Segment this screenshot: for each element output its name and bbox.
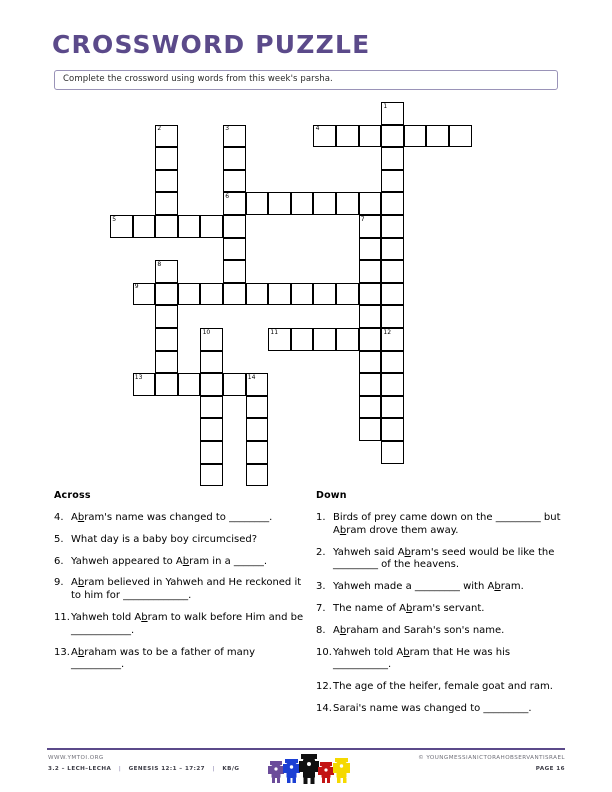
footer-code: KB/G: [222, 766, 240, 772]
crossword-cell-6-12[interactable]: [246, 373, 269, 396]
crossword-cell-1-12[interactable]: [133, 373, 156, 396]
down-clue-number: 1.: [316, 512, 326, 523]
crossword-cell-12-0[interactable]: [381, 102, 404, 125]
down-clue-text: Yahweh made a _________ with Abram.: [333, 581, 524, 593]
crossword-cell-2-1[interactable]: [155, 125, 178, 148]
down-clue-item: [316, 647, 568, 673]
crossword-cell-number-8: 8: [157, 260, 162, 268]
crossword-cell-number-5: 5: [112, 215, 117, 223]
crossword-cell-2-12[interactable]: [155, 373, 178, 396]
across-clue-item: [54, 612, 304, 638]
down-clue-text: Yahweh told Abram that He was his ___________.: [333, 646, 511, 671]
crossword-cell-11-7[interactable]: [359, 260, 382, 283]
crossword-cell-2-9[interactable]: [155, 305, 178, 328]
footer-reference: GENESIS 12:1 – 17:27: [128, 766, 206, 772]
crossword-cell-11-4[interactable]: [359, 192, 382, 215]
across-clue-number: 5.: [54, 533, 64, 545]
footer-copyright: © YOUNGMESSIANICTORAHOBSERVANTISRAEL: [418, 755, 565, 761]
crossword-cell-1-5[interactable]: [133, 215, 156, 238]
crossword-cell-11-10[interactable]: [359, 328, 382, 351]
crossword-cell-12-14[interactable]: [381, 418, 404, 441]
crossword-cell-number-11: 11: [270, 328, 279, 336]
crossword-cell-12-11[interactable]: [381, 351, 404, 374]
crossword-cell-4-13[interactable]: [200, 396, 223, 419]
down-clue-number: 10.: [316, 646, 332, 658]
crossword-cell-5-5[interactable]: [223, 215, 246, 238]
instruction-box: [54, 70, 558, 90]
across-clue-text: Yahweh told Abram to walk before Him and be ____________.: [71, 611, 304, 636]
crossword-cell-2-5[interactable]: [155, 215, 178, 238]
across-clue-text: Abram believed in Yahweh and He reckoned it to him for _____________.: [71, 577, 302, 602]
crossword-cell-3-12[interactable]: [178, 373, 201, 396]
crossword-cell-9-8[interactable]: [313, 283, 336, 306]
crossword-cell-2-2[interactable]: [155, 147, 178, 170]
crossword-cell-4-12[interactable]: [200, 373, 223, 396]
crossword-cell-9-1[interactable]: [313, 125, 336, 148]
across-clue-text: What day is a baby boy circumcised?: [71, 533, 258, 545]
footer-right: [418, 753, 565, 775]
crossword-cell-11-11[interactable]: [359, 351, 382, 374]
crossword-cell-number-7: 7: [360, 215, 365, 223]
across-clue-item: [54, 577, 304, 603]
down-clue-text: Abraham and Sarah's son's name.: [333, 624, 505, 636]
crossword-cell-5-12[interactable]: [223, 373, 246, 396]
crossword-cell-4-15[interactable]: [200, 441, 223, 464]
crossword-cell-12-1[interactable]: [381, 125, 404, 148]
crossword-cell-4-5[interactable]: [200, 215, 223, 238]
crossword-cell-11-14[interactable]: [359, 418, 382, 441]
crossword-cell-12-13[interactable]: [381, 396, 404, 419]
instruction-text: Complete the crossword using words from this week's parsha.: [63, 74, 333, 84]
across-clue-list: [54, 490, 304, 681]
crossword-cell-2-8[interactable]: [155, 283, 178, 306]
crossword-cell-12-2[interactable]: [381, 147, 404, 170]
crossword-grid[interactable]: [110, 102, 520, 477]
crossword-cell-2-10[interactable]: [155, 328, 178, 351]
crossword-cell-12-10[interactable]: [381, 328, 404, 351]
down-clue-text: Sarai's name was changed to _________.: [333, 702, 532, 714]
crossword-cell-11-13[interactable]: [359, 396, 382, 419]
across-clue-text: Yahweh appeared to Abram in a ______.: [71, 555, 268, 567]
crossword-cell-15-1[interactable]: [449, 125, 472, 148]
down-clue-number: 14.: [316, 702, 332, 714]
down-clue-number: 3.: [316, 581, 326, 593]
crossword-cell-number-12: 12: [383, 328, 392, 336]
footer-separator-1: |: [118, 766, 122, 772]
across-clue-item: [54, 647, 304, 673]
crossword-cell-2-11[interactable]: [155, 351, 178, 374]
across-clue-item: [54, 512, 304, 525]
crossword-cell-12-12[interactable]: [381, 373, 404, 396]
crossword-cell-3-5[interactable]: [178, 215, 201, 238]
crossword-cell-6-13[interactable]: [246, 396, 269, 419]
down-clue-item: [316, 703, 568, 716]
crossword-cell-7-10[interactable]: [268, 328, 291, 351]
crossword-cell-12-3[interactable]: [381, 170, 404, 193]
page-title: CROSSWORD PUZZLE: [52, 30, 371, 59]
down-clue-list: [316, 490, 568, 725]
crossword-cell-7-8[interactable]: [268, 283, 291, 306]
crossword-cell-12-15[interactable]: [381, 441, 404, 464]
across-clue-text: Abraham was to be a father of many __________.: [71, 646, 256, 671]
crossword-cell-11-1[interactable]: [359, 125, 382, 148]
crossword-cell-3-8[interactable]: [178, 283, 201, 306]
footer-lesson: 3.2 – LECH–LECHA: [48, 766, 112, 772]
crossword-cell-11-9[interactable]: [359, 305, 382, 328]
crossword-cell-5-3[interactable]: [223, 170, 246, 193]
down-clue-item: [316, 512, 568, 538]
crossword-cell-5-1[interactable]: [223, 125, 246, 148]
crossword-cell-5-8[interactable]: [223, 283, 246, 306]
crossword-cell-9-10[interactable]: [313, 328, 336, 351]
crossword-cell-13-1[interactable]: [404, 125, 427, 148]
crossword-cell-number-3: 3: [225, 125, 230, 133]
across-clue-number: 9.: [54, 577, 64, 589]
crossword-cell-12-5[interactable]: [381, 215, 404, 238]
crossword-cell-6-15[interactable]: [246, 441, 269, 464]
crossword-cell-12-6[interactable]: [381, 238, 404, 261]
crossword-cell-9-4[interactable]: [313, 192, 336, 215]
down-clue-number: 8.: [316, 624, 326, 636]
crossword-cell-6-8[interactable]: [246, 283, 269, 306]
crossword-cell-6-4[interactable]: [246, 192, 269, 215]
crossword-cell-12-9[interactable]: [381, 305, 404, 328]
crossword-cell-4-14[interactable]: [200, 418, 223, 441]
crossword-cell-10-10[interactable]: [336, 328, 359, 351]
crossword-cell-5-4[interactable]: [223, 192, 246, 215]
crossword-cell-12-8[interactable]: [381, 283, 404, 306]
across-clue-item: [54, 556, 304, 569]
down-clue-text: Yahweh said Abram's seed would be like the _________ of the heavens.: [333, 546, 555, 571]
crossword-cell-1-8[interactable]: [133, 283, 156, 306]
crossword-cell-8-8[interactable]: [291, 283, 314, 306]
footer-website[interactable]: WWW.YMTOI.ORG: [48, 755, 104, 761]
crossword-cell-4-10[interactable]: [200, 328, 223, 351]
crossword-cell-8-10[interactable]: [291, 328, 314, 351]
crossword-cell-6-14[interactable]: [246, 418, 269, 441]
crossword-cell-0-5[interactable]: [110, 215, 133, 238]
crossword-cell-7-4[interactable]: [268, 192, 291, 215]
crossword-cell-14-1[interactable]: [426, 125, 449, 148]
crossword-cell-number-14: 14: [247, 373, 256, 381]
across-clue-item: [54, 534, 304, 547]
crossword-cell-4-8[interactable]: [200, 283, 223, 306]
crossword-cell-12-7[interactable]: [381, 260, 404, 283]
crossword-cell-number-13: 13: [134, 373, 143, 381]
across-clue-number: 11.: [54, 611, 70, 623]
crossword-cell-5-2[interactable]: [223, 147, 246, 170]
crossword-cell-5-6[interactable]: [223, 238, 246, 261]
crossword-cell-5-7[interactable]: [223, 260, 246, 283]
crossword-cell-2-7[interactable]: [155, 260, 178, 283]
down-clue-number: 7.: [316, 602, 326, 614]
down-clue-number: 12.: [316, 681, 332, 693]
down-clue-item: [316, 581, 568, 594]
crossword-cell-2-3[interactable]: [155, 170, 178, 193]
across-clue-number: 6.: [54, 555, 64, 567]
down-clue-item: [316, 603, 568, 616]
down-clue-item: [316, 681, 568, 694]
crossword-cell-number-10: 10: [202, 328, 211, 336]
across-clue-number: 13.: [54, 646, 70, 658]
crossword-cell-10-1[interactable]: [336, 125, 359, 148]
crossword-cell-number-1: 1: [383, 102, 388, 110]
down-clue-text: The name of Abram's servant.: [333, 602, 485, 614]
across-heading: Across: [54, 490, 91, 501]
crossword-cell-11-8[interactable]: [359, 283, 382, 306]
footer-separator-2: |: [212, 766, 215, 772]
crossword-cell-4-11[interactable]: [200, 351, 223, 374]
down-clue-text: The age of the heifer, female goat and ram.: [333, 681, 553, 693]
crossword-cell-12-4[interactable]: [381, 192, 404, 215]
organization-logo-icon: [268, 750, 352, 786]
down-heading: Down: [316, 490, 347, 501]
crossword-cell-11-5[interactable]: [359, 215, 382, 238]
down-clue-item: [316, 547, 568, 573]
down-clue-number: 2.: [316, 546, 326, 558]
crossword-cell-11-6[interactable]: [359, 238, 382, 261]
crossword-cell-number-2: 2: [157, 125, 162, 133]
crossword-cell-number-6: 6: [225, 192, 230, 200]
crossword-cell-10-8[interactable]: [336, 283, 359, 306]
crossword-cell-number-4: 4: [315, 125, 320, 133]
down-clue-text: Birds of prey came down on the _________ but Abram drove them away.: [333, 512, 561, 536]
crossword-cell-6-16[interactable]: [246, 464, 269, 487]
crossword-cell-11-12[interactable]: [359, 373, 382, 396]
footer-left: [48, 753, 239, 775]
crossword-cell-2-4[interactable]: [155, 192, 178, 215]
crossword-cell-8-4[interactable]: [291, 192, 314, 215]
footer-page-number: PAGE 16: [535, 766, 565, 772]
down-clue-item: [316, 625, 568, 638]
crossword-cell-4-16[interactable]: [200, 464, 223, 487]
across-clue-text: Abram's name was changed to ________.: [71, 512, 273, 523]
crossword-cell-10-4[interactable]: [336, 192, 359, 215]
across-clue-number: 4.: [54, 512, 64, 523]
crossword-cell-number-9: 9: [134, 283, 139, 291]
